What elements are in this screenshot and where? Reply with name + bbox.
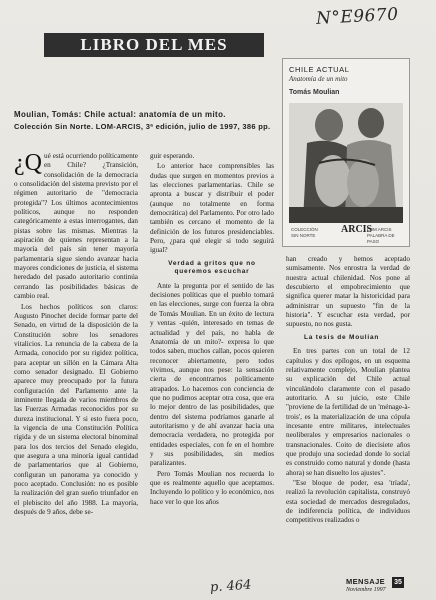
cover-imprint: LOM ARCIS PALABRA DE PASO	[367, 227, 395, 244]
drop-cap: ¿Q	[14, 150, 42, 176]
magazine-name: MENSAJE	[346, 577, 386, 586]
paragraph: Ante la pregunta por el sentido de las decisiones políticas que el pueblo tomará en las elecciones, surge con fuerza la obra de Tomás Moulian. En un éxito de lectura y ventas -quién, interesado en temas de actualidad y del país, no habla de Anatomía de un mito?- expresa lo que todos saben, muchos callan, pocos quieren reconocer abiertamente, pero todos vivimos, aunque nos pese: la sensación cierta de encontrarnos políticamente atrapados. Lo hacemos con conciencia de que no pudimos aceptar otra cosa, que era lo mejor dentro de las posibilidades, que dentro del sistema podríamos ganarle al autoritarismo y de ahí avanzar hacia una democracia verdadera, no protegida por entidades especiales, con fe en el hombre y sus posibilidades, sin medios paralizantes.	[150, 281, 274, 468]
review-publication-info: Colección Sin Norte. LOM-ARCIS, 3ª edición, julio de 1997, 386 pp.	[14, 121, 271, 131]
text-column-1	[14, 152, 138, 518]
handwritten-archive-code: N°E9670	[315, 4, 400, 29]
paragraph: guir esperando.	[150, 152, 195, 160]
page-number: 35	[392, 577, 404, 588]
issue-date: Noviembre 1997	[346, 587, 386, 593]
text-column-2	[150, 152, 274, 508]
paragraph-text: ué está ocurriendo políticamente en Chile? ¿Transición, consolidación de la democracia o consolidación del sistema previsto por el régimen autoritario de "democracia protegida"? Los últimos acontecimientos políticos, aunque no responden categóricamente a estas interrogantes, dan pistas sobre las mismas. Mientras la aspiración de quienes representan a la mayoría del país sin tener mayoría parlamentaria sigue siendo avanzar hacia mayores condiciones de justicia, el sistema heredado del pasado autoritario continúa cerrando las posibilidades básicas de cambio real.	[14, 152, 138, 301]
text-column-3	[286, 255, 410, 527]
paragraph: En tres partes con un total de 12 capítulos y dos epílogos, en un esquema relativamente complejo, Moulian plantea su explicación del Chile actual vinculándolo claramente con el pasado autoritario. A su juicio, este Chile "proviene de la fertilidad de un 'ménage-à-trois', es la materialización de una cópula incesante entre militares, intelectuales neoliberales y empresarios nacionales o transnacionales. Coito de diecisiete años que produjo una sociedad donde lo social es construido como natural y donde (hasta ahora) se han disuelto los ajustes".	[286, 347, 410, 477]
book-cover-image	[282, 58, 410, 247]
paragraph: Los hechos políticos son claros: Augusto Pinochet decide formar parte del Senado, en virtud de la disposición de la Constitución sobre los senadores vitalicios. La renuncia de la cabeza de la Armada, conocido por su rigidez política, para aceptar un sillón en la Cámara Alta como senador designado. El Gobierno aparece muy preocupado por la futura configuración del Parlamento ante la inminente llegada de varios miembros de las Fuerzas Armadas reconocidos por su dureza institucional. Y si esto fuera poco, la vigencia de una Constitución Política rígida y de un sistema electoral binominal para los dos tercios del Senado elegido, que asegura a una minoría igual cantidad de parlamentarios que al Gobierno, configuran un panorama ya conocido y poco aceptado. Conclusión: no es posible la realización del gran sueño triunfador en el plebiscito del año 1988. La mayoría, después de 9 años, debe se-	[14, 302, 138, 517]
cover-publisher-logo: ARCIS	[341, 224, 373, 235]
paragraph	[14, 152, 138, 302]
cover-collection: COLECCIÓN SIN NORTE	[291, 227, 318, 238]
subheading: La tesis de Moulian	[304, 333, 380, 341]
paragraph: han creado y hemos aceptado sumisamente. Nos enrostra la verdad de nuestra actual chilenidad. Nos pone al descubierto el empobrecimiento que significa querer matar la historicidad para administrar un supuesto "fin de la historia". Y escuchar esta verdad, por supuesto, no nos gusta.	[286, 255, 410, 329]
section-title: LIBRO DEL MES	[44, 33, 264, 57]
review-header	[14, 109, 276, 132]
cover-series: CHILE ACTUAL	[289, 65, 350, 74]
review-book-title: Moulian, Tomás: Chile actual: anatomía de un mito.	[14, 110, 226, 119]
paragraph: Pero Tomás Moulian nos recuerda lo que es realmente aquello que aceptamos. Incluyendo lo político y lo económico, nos hace ver lo que los años	[150, 469, 274, 506]
paragraph: Lo anterior hace comprensibles las dudas que surgen en momentos previos a las elecciones parlamentarias. Chile se apronta a buscar y distribuir el poder (aunque no totalmente en forma democrática) del Parlamento. Por otro lado también es cercano el momento de la definición de los futuros presidenciables. Pero, ¿para qué elegir si todo seguirá igual?	[150, 162, 274, 255]
paragraph: "Ese bloque de poder, esa 'tríada', realizó la revolución capitalista, construyó esta sociedad de mercados desregulados, de indiferencia política, de individuos competitivos realizados o	[286, 479, 410, 525]
cover-illustration	[289, 103, 403, 223]
cover-subtitle: Anatomía de un mito	[289, 75, 348, 83]
handwritten-page-note: p. 464	[209, 577, 252, 596]
subheading: Verdad a gritos que no queremos escuchar	[168, 259, 256, 276]
cover-author: Tomás Moulian	[289, 89, 340, 96]
